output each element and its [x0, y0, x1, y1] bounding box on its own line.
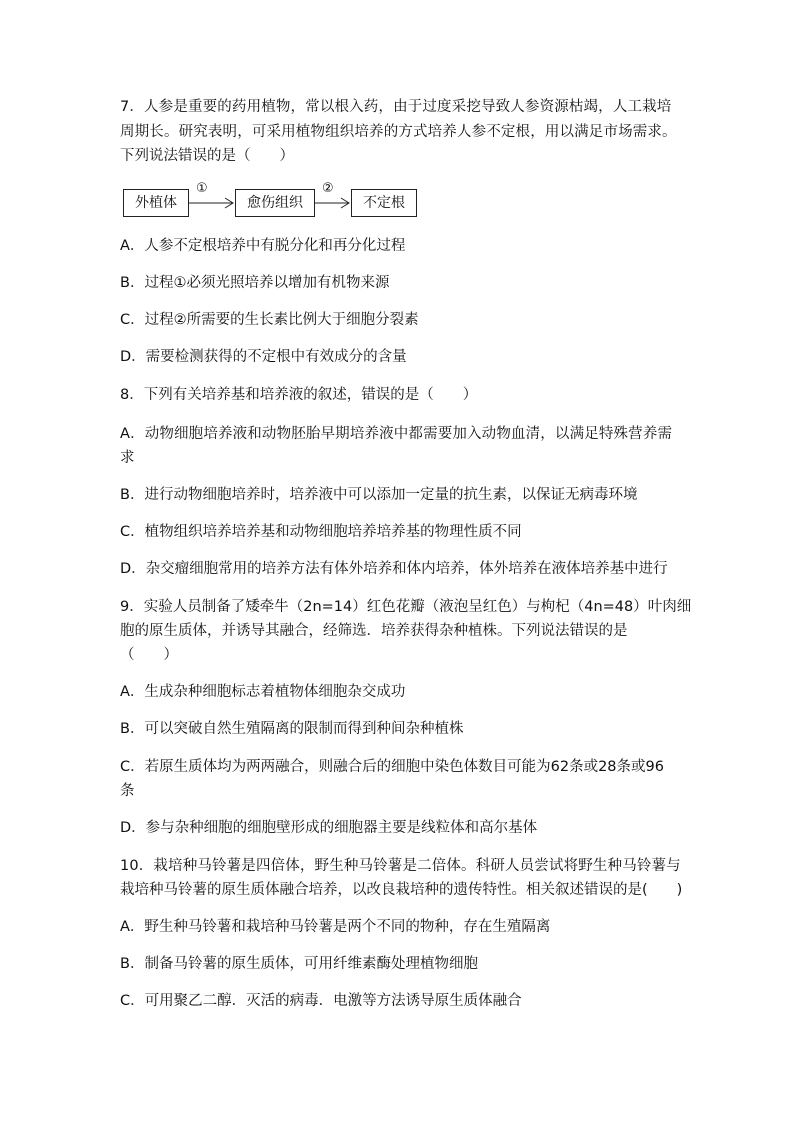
q10-option-a: A．野生种马铃薯和栽培种马铃薯是两个不同的物种，存在生殖隔离	[120, 919, 551, 935]
diagram-box-adventitious-root: 不定根	[351, 189, 417, 217]
diagram-step-1-label: ①	[196, 181, 208, 196]
arrow-right-icon	[189, 193, 235, 213]
q10-stem-line-1: 10．栽培种马铃薯是四倍体，野生种马铃薯是二倍体。科研人员尝试将野生种马铃薯与	[120, 858, 681, 874]
diagram-box-callus: 愈伤组织	[235, 189, 315, 217]
q7-process-diagram	[123, 181, 423, 221]
q8-option-a-line-2: 求	[120, 450, 135, 466]
q9-option-c-line-1: C．若原生质体均为两两融合，则融合后的细胞中染色体数目可能为62条或28条或96	[120, 759, 664, 775]
q10-stem-line-2: 栽培种马铃薯的原生质体融合培养，以改良栽培种的遗传特性。相关叙述错误的是( )	[120, 882, 683, 898]
q9-option-c-line-2: 条	[120, 783, 135, 799]
q8-option-d: D．杂交瘤细胞常用的培养方法有体外培养和体内培养，体外培养在液体培养基中进行	[120, 561, 668, 577]
q7-option-b: B．过程①必须光照培养以增加有机物来源	[120, 275, 390, 291]
diagram-box-explant: 外植体	[123, 189, 189, 217]
q8-stem: 8．下列有关培养基和培养液的叙述，错误的是（ ）	[120, 387, 478, 403]
q9-option-b: B．可以突破自然生殖隔离的限制而得到种间杂种植株	[120, 721, 464, 737]
diagram-step-2-label: ②	[322, 181, 334, 196]
q8-option-c: C．植物组织培养培养基和动物细胞培养培养基的物理性质不同	[120, 524, 522, 540]
q10-option-c: C．可用聚乙二醇．灭活的病毒．电激等方法诱导原生质体融合	[120, 993, 522, 1009]
q7-option-d: D．需要检测获得的不定根中有效成分的含量	[120, 349, 407, 365]
q8-option-a-line-1: A．动物细胞培养液和动物胚胎早期培养液中都需要加入动物血清，以满足特殊营养需	[120, 426, 673, 442]
q8-option-b: B．进行动物细胞培养时，培养液中可以添加一定量的抗生素，以保证无病毒环境	[120, 487, 638, 503]
q7-stem-line-2: 周期长。研究表明，可采用植物组织培养的方式培养人参不定根，用以满足市场需求。	[120, 124, 677, 140]
arrow-right-icon	[315, 193, 351, 213]
q9-stem-line-2: 胞的原生质体，并诱导其融合，经筛选．培养获得杂种植株。下列说法错误的是	[120, 623, 628, 639]
q9-stem-line-1: 9．实验人员制备了矮牵牛（2n=14）红色花瓣（液泡呈红色）与枸杞（4n=48）叶肉细	[120, 599, 692, 615]
q7-option-a: A．人参不定根培养中有脱分化和再分化过程	[120, 238, 406, 254]
q7-stem-line-1: 7．人参是重要的药用植物，常以根入药，由于过度采挖导致人参资源枯竭，人工栽培	[120, 99, 672, 115]
q9-option-d: D．参与杂种细胞的细胞壁形成的细胞器主要是线粒体和高尔基体	[120, 820, 538, 836]
q7-stem-line-3: 下列说法错误的是（ ）	[120, 148, 294, 164]
q9-stem-line-3: （ ）	[120, 647, 178, 663]
q9-option-a: A．生成杂种细胞标志着植物体细胞杂交成功	[120, 684, 406, 700]
q7-option-c: C．过程②所需要的生长素比例大于细胞分裂素	[120, 312, 419, 328]
q10-option-b: B．制备马铃薯的原生质体，可用纤维素酶处理植物细胞	[120, 956, 478, 972]
